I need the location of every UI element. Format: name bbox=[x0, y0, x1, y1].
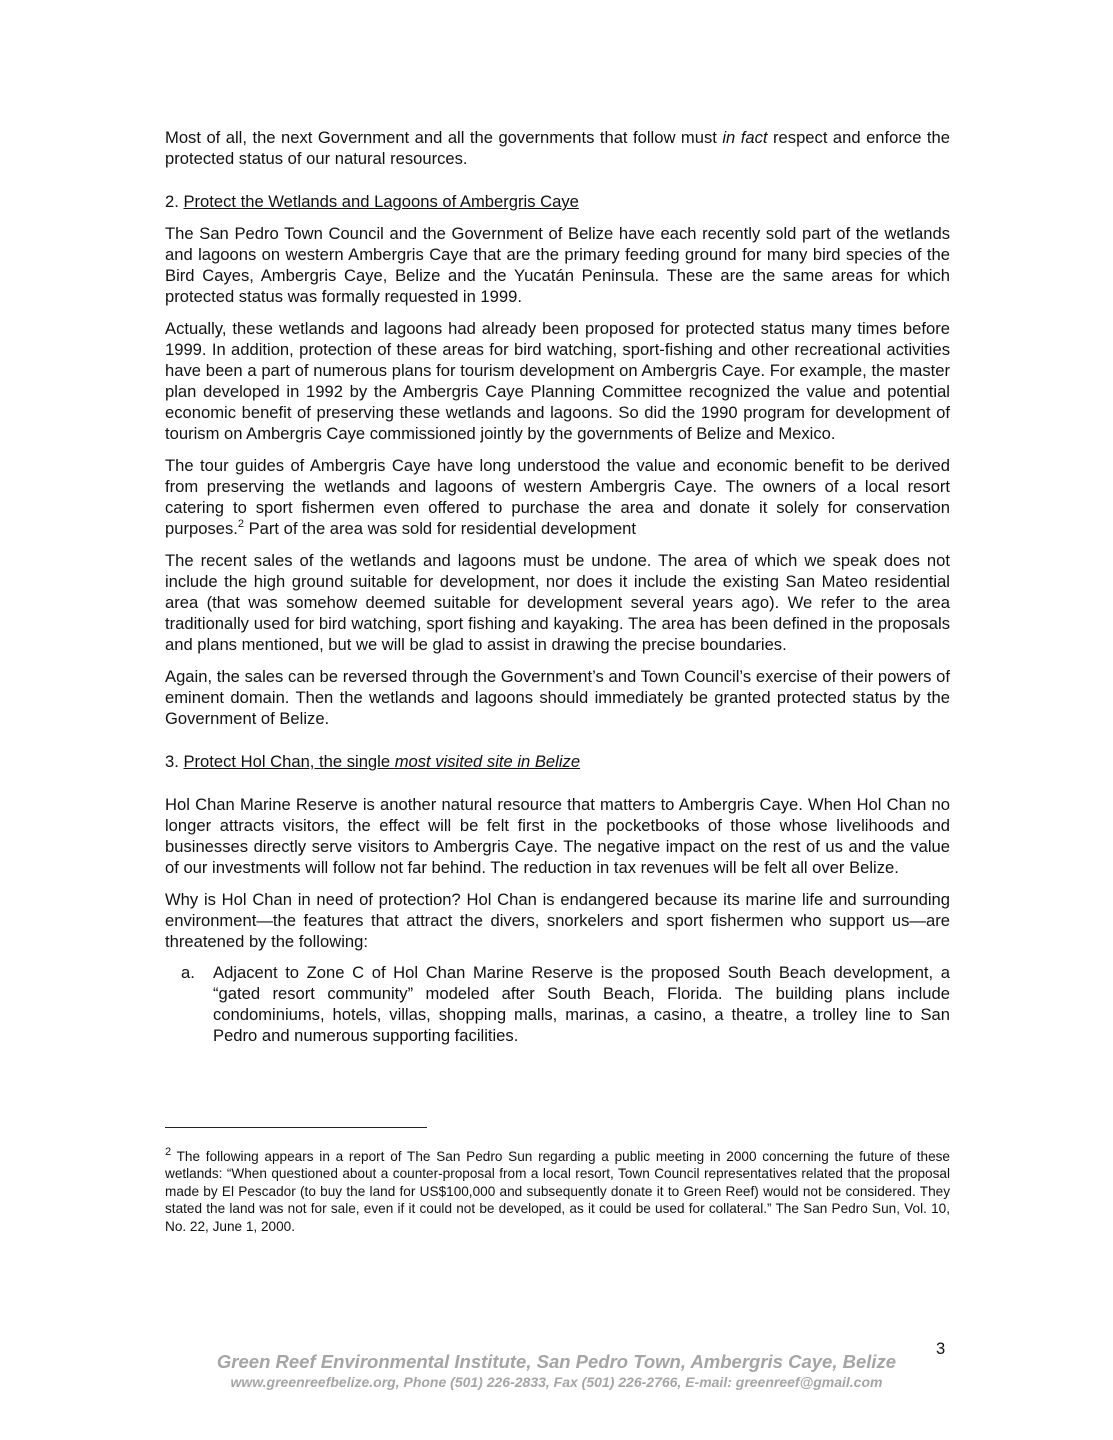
section-2-paragraph-4: The recent sales of the wetlands and lagoons must be undone. The area of which we speak does not include the high ground suitable for development, nor does it include the existing San Mateo residential area (that was somehow deemed suitable for development several years ago). We refer to the area traditionally used for bird watching, sport fishing and kayaking. The area has been defined in the proposals and plans mentioned, but we will be glad to assist in drawing the precise boundaries. bbox=[165, 551, 950, 654]
footnote-separator bbox=[165, 1127, 427, 1128]
footnote-text: The following appears in a report of The San Pedro Sun regarding a public meeting in 2000 concerning the future of these wetlands: “When questioned about a counter-proposal from a local resort, Town Council representatives related that the proposal made by El Pescador (to buy the land for US$100,000 and subsequently donate it to Green Reef) would not be considered. They stated the land was not for sale, even if it could not be developed, as it could be used for collateral.” The San Pedro Sun, Vol. 10, No. 22, June 1, 2000. bbox=[165, 1149, 950, 1234]
section-2-paragraph-1: The San Pedro Town Council and the Government of Belize have each recently sold part of the wetlands and lagoons on western Ambergris Caye that are the primary feeding ground for many bird species of the Bird Cayes, Ambergris Caye, Belize and the Yucatán Peninsula. These are the same areas for which protected status was formally requested in 1999. bbox=[165, 224, 950, 306]
list-marker-a: a. bbox=[181, 963, 195, 982]
footnote-reference: 2 bbox=[237, 518, 244, 530]
footnote bbox=[165, 1148, 950, 1235]
footer-contact: www.greenreefbelize.org, Phone (501) 226-2833, Fax (501) 226-2766, E-mail: greenreef@gmail.com bbox=[230, 1374, 883, 1390]
section-2-paragraph-3: The tour guides of Ambergris Caye have long understood the value and economic benefit to be derived from preserving the wetlands and lagoons of western Ambergris Caye. The owners of a local resort catering to sport fishermen even offered to purchase the area and donate it solely for conservation purposes.$^2$ Part of the area was sold for residential development bbox=[165, 456, 950, 538]
document-body bbox=[165, 127, 950, 1046]
intro-paragraph: Most of all, the next Government and all the governments that follow must in fact respect and enforce the protected status of our natural resources. bbox=[165, 128, 950, 168]
section-3-title: Protect Hol Chan, the single most visited site in Belize bbox=[183, 752, 581, 771]
footer-organization: Green Reef Environmental Institute, San Pedro Town, Ambergris Caye, Belize bbox=[216, 1351, 897, 1372]
section-2-heading: 2. Protect the Wetlands and Lagoons of Ambergris Caye bbox=[165, 192, 579, 211]
section-2-title: Protect the Wetlands and Lagoons of Ambergris Caye bbox=[183, 192, 579, 211]
section-3-paragraph-2: Why is Hol Chan in need of protection? Hol Chan is endangered because its marine life and surrounding environment—the features that attract the divers, snorkelers and sport fishermen who support us—are threatened by the following: bbox=[165, 890, 950, 951]
section-2-paragraph-2: Actually, these wetlands and lagoons had already been proposed for protected status many times before 1999. In addition, protection of these areas for bird watching, sport-fishing and other recreational activities have been a part of numerous plans for tourism development on Ambergris Caye. For example, the master plan developed in 1992 by the Ambergris Caye Planning Committee recognized the value and potential economic benefit of preserving these wetlands and lagoons. So did the 1990 program for development of tourism on Ambergris Caye commissioned jointly by the governments of Belize and Mexico. bbox=[165, 319, 950, 443]
page-number: 3 bbox=[936, 1339, 946, 1358]
section-2-paragraph-5: Again, the sales can be reversed through the Government’s and Town Council’s exercise of their powers of eminent domain. Then the wetlands and lagoons should immediately be granted protected status by the Government of Belize. bbox=[165, 667, 950, 728]
intro-emphasis: in fact bbox=[722, 128, 768, 147]
section-3-title-emphasis: most visited site in Belize bbox=[394, 752, 581, 771]
section-3-paragraph-1: Hol Chan Marine Reserve is another natural resource that matters to Ambergris Caye. When Hol Chan no longer attracts visitors, the effect will be felt first in the pocketbooks of those whose livelihoods and businesses directly serve visitors to Ambergris Caye. The negative impact on the rest of us and the value of our investments will follow not far behind. The reduction in tax revenues will be felt all over Belize. bbox=[165, 795, 950, 877]
section-3-heading: 3. Protect Hol Chan, the single most visited site in Belize bbox=[165, 752, 581, 771]
footnote-marker: 2 bbox=[165, 1146, 172, 1158]
list-item-a: a. Adjacent to Zone C of Hol Chan Marine Reserve is the proposed South Beach development, a “gated resort community” modeled after South Beach, Florida. The building plans include condominiums, hotels, villas, shopping malls, marinas, a casino, a theatre, a trolley line to San Pedro and numerous supporting facilities. bbox=[181, 963, 950, 1045]
